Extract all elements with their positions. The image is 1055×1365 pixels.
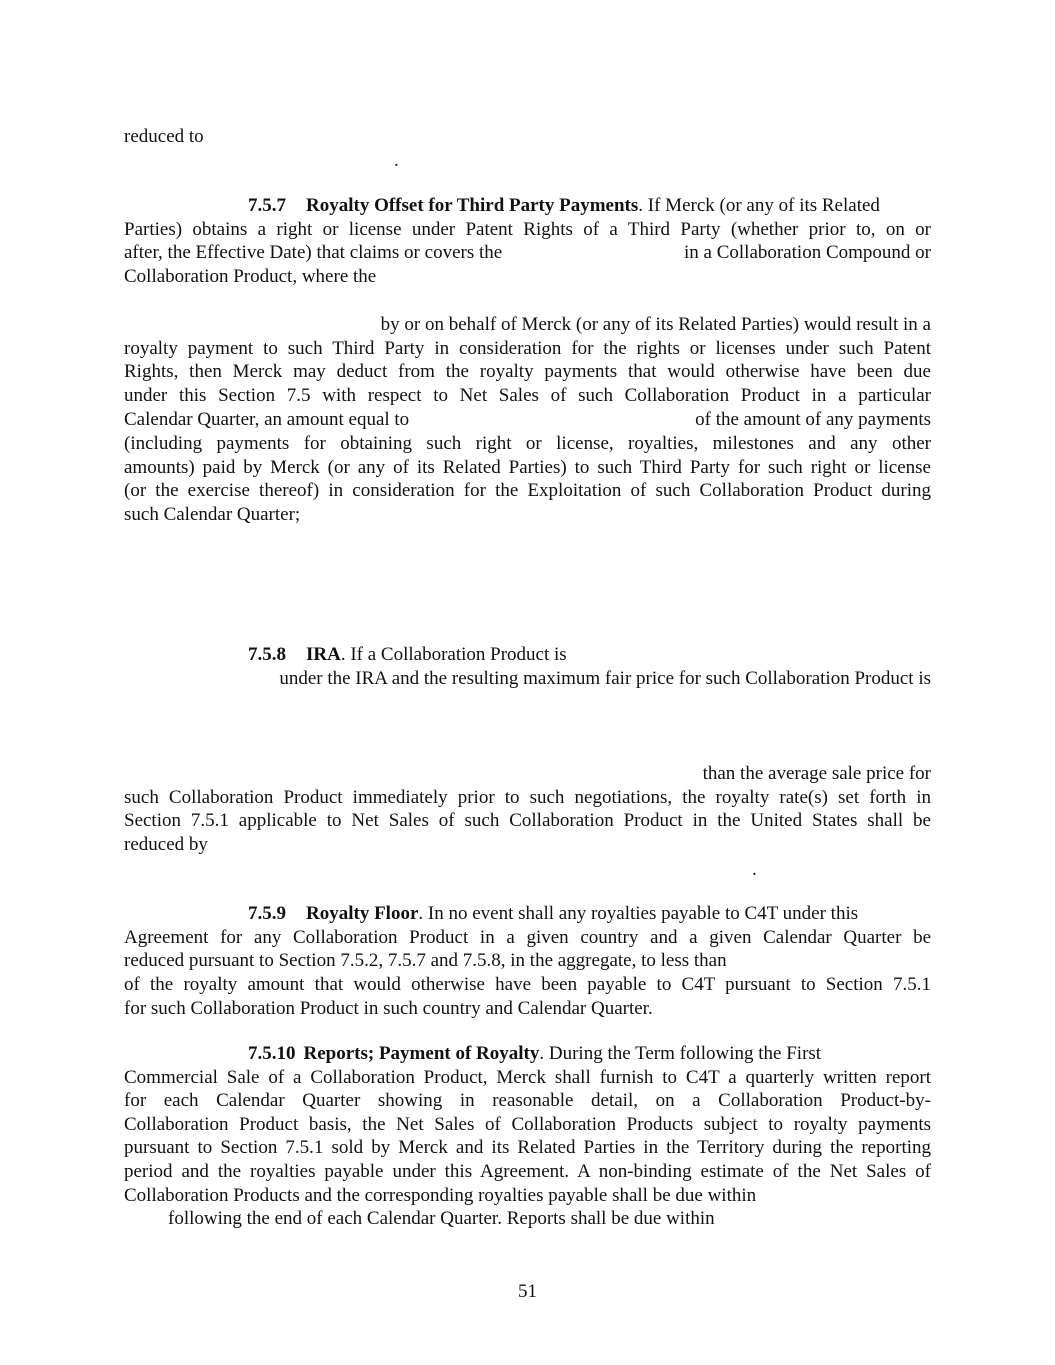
period-mark: . — [394, 150, 399, 171]
text-segment: Calendar Quarter, an amount equal to — [124, 409, 410, 430]
section-title: Royalty Floor — [306, 903, 419, 924]
section-7-5-9-heading-line — [248, 902, 931, 926]
paragraph-line: (or the exercise thereof) in consideration for the Exploitation of such Collaboration Product during — [124, 480, 931, 501]
section-lead-text: . In no event shall any royalties payable to C4T under this — [418, 903, 859, 924]
paragraph-line: (including payments for obtaining such right or license, royalties, milestones and any other — [124, 433, 931, 454]
paragraph-line: for each Calendar Quarter showing in reasonable detail, on a Collaboration Product-by- — [124, 1090, 931, 1111]
section-7-5-8-heading-line — [248, 643, 567, 667]
section-lead-text: . If Merck (or any of its Related — [638, 195, 880, 216]
section-lead-text: . During the Term following the First — [539, 1043, 822, 1064]
paragraph-line: reduced by — [124, 834, 208, 855]
paragraph-line: period and the royalties payable under this Agreement. A non-binding estimate of the Net Sales of — [124, 1161, 931, 1182]
paragraph-line: by or on behalf of Merck (or any of its Related Parties) would result in a — [380, 314, 931, 335]
paragraph-line: Collaboration Product basis, the Net Sales of Collaboration Products subject to royalty payments — [124, 1114, 931, 1135]
section-number: 7.5.9 — [248, 903, 286, 924]
section-title: Reports; Payment of Royalty — [303, 1043, 540, 1064]
paragraph-line: Parties) obtains a right or license under Patent Rights of a Third Party (whether prior to, on or — [124, 219, 931, 240]
paragraph-line: Collaboration Product, where the — [124, 266, 377, 287]
text-segment: in a Collaboration Compound or — [684, 242, 931, 263]
paragraph-line: such Calendar Quarter; — [124, 504, 301, 525]
paragraph-line: such Collaboration Product immediately prior to such negotiations, the royalty rate(s) set forth in — [124, 787, 931, 808]
text-segment: after, the Effective Date) that claims or covers the — [124, 242, 503, 263]
paragraph-line: reduced pursuant to Section 7.5.2, 7.5.7 and 7.5.8, in the aggregate, to less than — [124, 950, 727, 971]
paragraph-line: royalty payment to such Third Party in consideration for the rights or licenses under such Patent — [124, 338, 931, 359]
paragraph-line: than the average sale price for — [702, 763, 931, 784]
reduced-to-text: reduced to — [124, 126, 204, 147]
paragraph-line: amounts) paid by Merck (or any of its Related Parties) to such Third Party for such right or license — [124, 457, 931, 478]
paragraph-line: Section 7.5.1 applicable to Net Sales of such Collaboration Product in the United States shall be — [124, 810, 931, 831]
page-number: 51 — [518, 1281, 537, 1302]
paragraph-line: Collaboration Products and the corresponding royalties payable shall be due within — [124, 1185, 757, 1206]
paragraph-line: Agreement for any Collaboration Product in a given country and a given Calendar Quarter be — [124, 927, 931, 948]
paragraph-line: Commercial Sale of a Collaboration Product, Merck shall furnish to C4T a quarterly written report — [124, 1067, 931, 1088]
paragraph-line: for such Collaboration Product in such country and Calendar Quarter. — [124, 998, 653, 1019]
paragraph-line: following the end of each Calendar Quarter. Reports shall be due within — [168, 1208, 715, 1229]
period-mark: . — [752, 859, 757, 880]
paragraph-line-split — [124, 408, 931, 432]
section-title: IRA — [306, 644, 341, 665]
section-number: 7.5.10 — [248, 1043, 296, 1064]
paragraph-line-split — [124, 241, 931, 265]
paragraph-line: under the IRA and the resulting maximum fair price for such Collaboration Product is — [279, 668, 931, 689]
paragraph-line: pursuant to Section 7.5.1 sold by Merck and its Related Parties in the Territory during the reporting — [124, 1137, 931, 1158]
section-number: 7.5.8 — [248, 644, 286, 665]
section-7-5-7-heading-line — [248, 194, 931, 218]
section-number: 7.5.7 — [248, 195, 286, 216]
paragraph-line: under this Section 7.5 with respect to Net Sales of such Collaboration Product in a particular — [124, 385, 931, 406]
section-lead-text: . If a Collaboration Product is — [340, 644, 567, 665]
section-title: Royalty Offset for Third Party Payments — [306, 195, 639, 216]
paragraph-line: of the royalty amount that would otherwise have been payable to C4T pursuant to Section 7.5.1 — [124, 974, 931, 995]
section-7-5-10-heading-line — [248, 1042, 931, 1066]
text-segment: of the amount of any payments — [695, 409, 931, 430]
paragraph-line: Rights, then Merck may deduct from the royalty payments that would otherwise have been due — [124, 361, 931, 382]
